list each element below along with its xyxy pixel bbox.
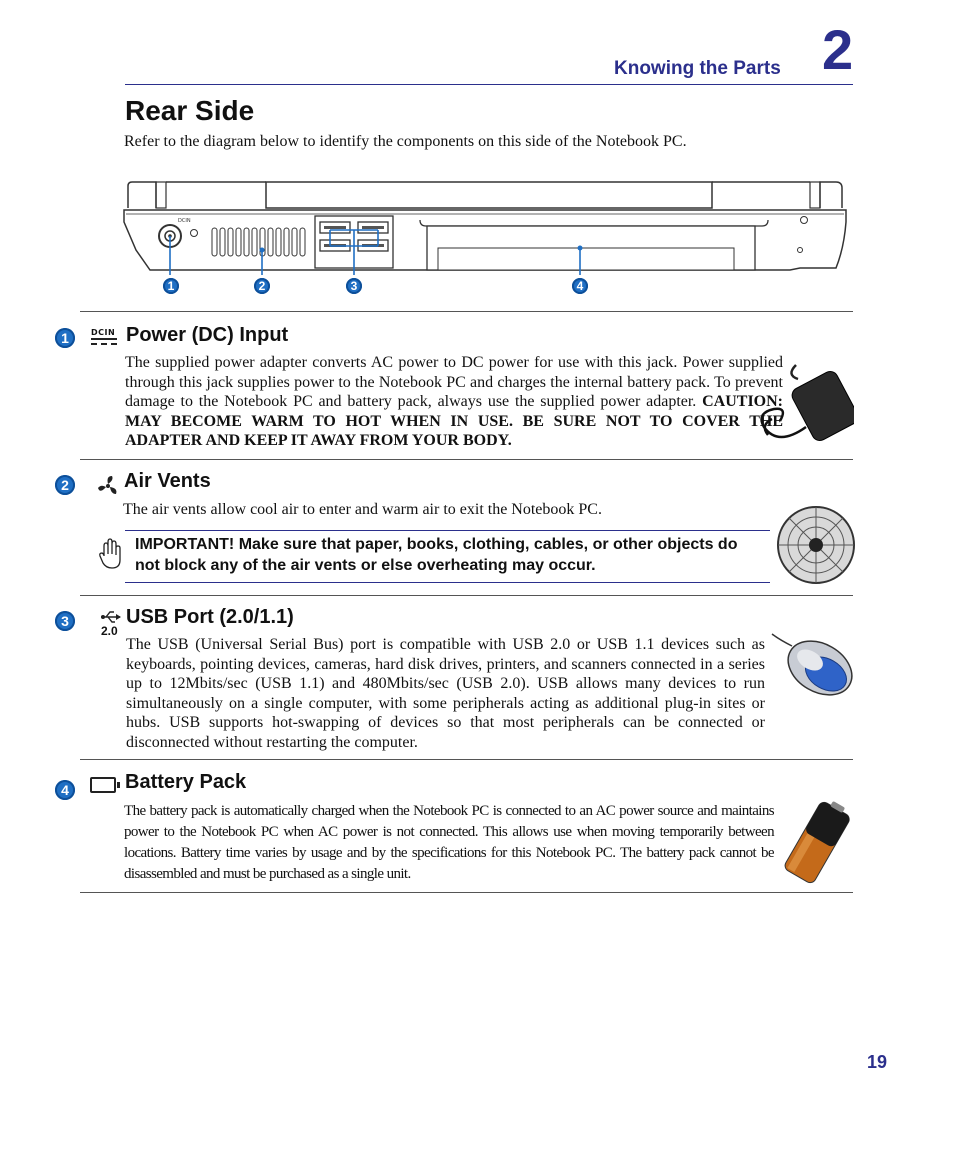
- section-title: Air Vents: [124, 470, 211, 492]
- important-note: IMPORTANT! Make sure that paper, books, clothing, cables, or other objects do not block any of the air vents or else overheating may occur.: [135, 536, 738, 574]
- page-number: 19: [867, 1052, 888, 1072]
- battery-image: [780, 798, 856, 888]
- diagram-callout-3: 3: [346, 278, 362, 294]
- hand-icon: [98, 538, 122, 570]
- divider: [80, 459, 853, 460]
- section-title: Power (DC) Input: [126, 324, 289, 346]
- chapter-title: Knowing the Parts: [614, 58, 781, 79]
- air-vent-fan-image: [776, 505, 856, 585]
- header-rule: [125, 84, 853, 85]
- section-body: The battery pack is automatically charged when the Notebook PC is connected to an AC power source and maintains power to the Notebook PC when AC power is not connected. This allows use when moving temporarily between locations. Battery time varies by usage and by the specifications for this Notebook PC. The battery pack cannot be disassembled and must be purchased as a single unit.: [124, 803, 774, 882]
- dcin-label: DCIN: [178, 218, 191, 224]
- rear-side-diagram: [120, 178, 850, 302]
- page-title: Rear Side: [125, 95, 255, 126]
- section-text: The USB (Universal Serial Bus) port is compatible with USB 2.0 or USB 1.1 devices such as keyboards, pointing devices, cameras, hard disk drives, printers, and scanners connected in a series up to 12Mbits/sec (USB 1.1) and 480Mbits/sec (USB 2.0). USB allows many devices to run simultaneously on a single computer, with some peripherals acting as additional plug-in sites or hubs. USB supports hot-swapping of devices so that most peripherals can be connected or disconnected without restarting the computer.: [126, 636, 765, 751]
- dcin-icon: DCIN: [91, 328, 119, 350]
- chapter-number: 2: [822, 18, 854, 81]
- section-body: The air vents allow cool air to enter and warm air to exit the Notebook PC.: [123, 501, 602, 518]
- diagram-callout-4: 4: [572, 278, 588, 294]
- caution-text: CAUTION: MAY BECOME WARM TO HOT WHEN IN USE. BE SURE NOT TO COVER THE ADAPTER AND KEEP IT AWAY FROM YOUR BODY.: [125, 393, 783, 449]
- usb-icon: [100, 610, 122, 624]
- section-text: The supplied power adapter converts AC power to DC power for use with this jack. Power supplied through this jack supplies power to the Notebook PC and charges the internal battery pack. To prevent damage to the Notebook PC and battery pack, always use the supplied power adapter.: [125, 354, 783, 410]
- usb-mouse-image: [770, 630, 856, 702]
- divider: [80, 311, 853, 312]
- diagram-callout-1: 1: [163, 278, 179, 294]
- section-1-badge: 1: [55, 328, 75, 348]
- divider: [80, 759, 853, 760]
- section-2-badge: 2: [55, 475, 75, 495]
- power-adapter-image: [758, 355, 854, 451]
- divider: [80, 892, 853, 893]
- fan-icon: [96, 474, 120, 498]
- battery-icon: [90, 777, 116, 793]
- important-top-rule: [125, 530, 770, 531]
- section-body: [125, 353, 783, 451]
- intro-text: Refer to the diagram below to identify the components on this side of the Notebook PC.: [124, 133, 687, 150]
- section-body: [126, 635, 853, 752]
- section-title: USB Port (2.0/1.1): [126, 606, 294, 628]
- section-3-badge: 3: [55, 611, 75, 631]
- important-bottom-rule: [125, 582, 770, 583]
- usb-version-label: 2.0: [101, 624, 118, 638]
- divider: [80, 595, 853, 596]
- diagram-callout-2: 2: [254, 278, 270, 294]
- section-title: Battery Pack: [125, 771, 247, 793]
- section-4-badge: 4: [55, 780, 75, 800]
